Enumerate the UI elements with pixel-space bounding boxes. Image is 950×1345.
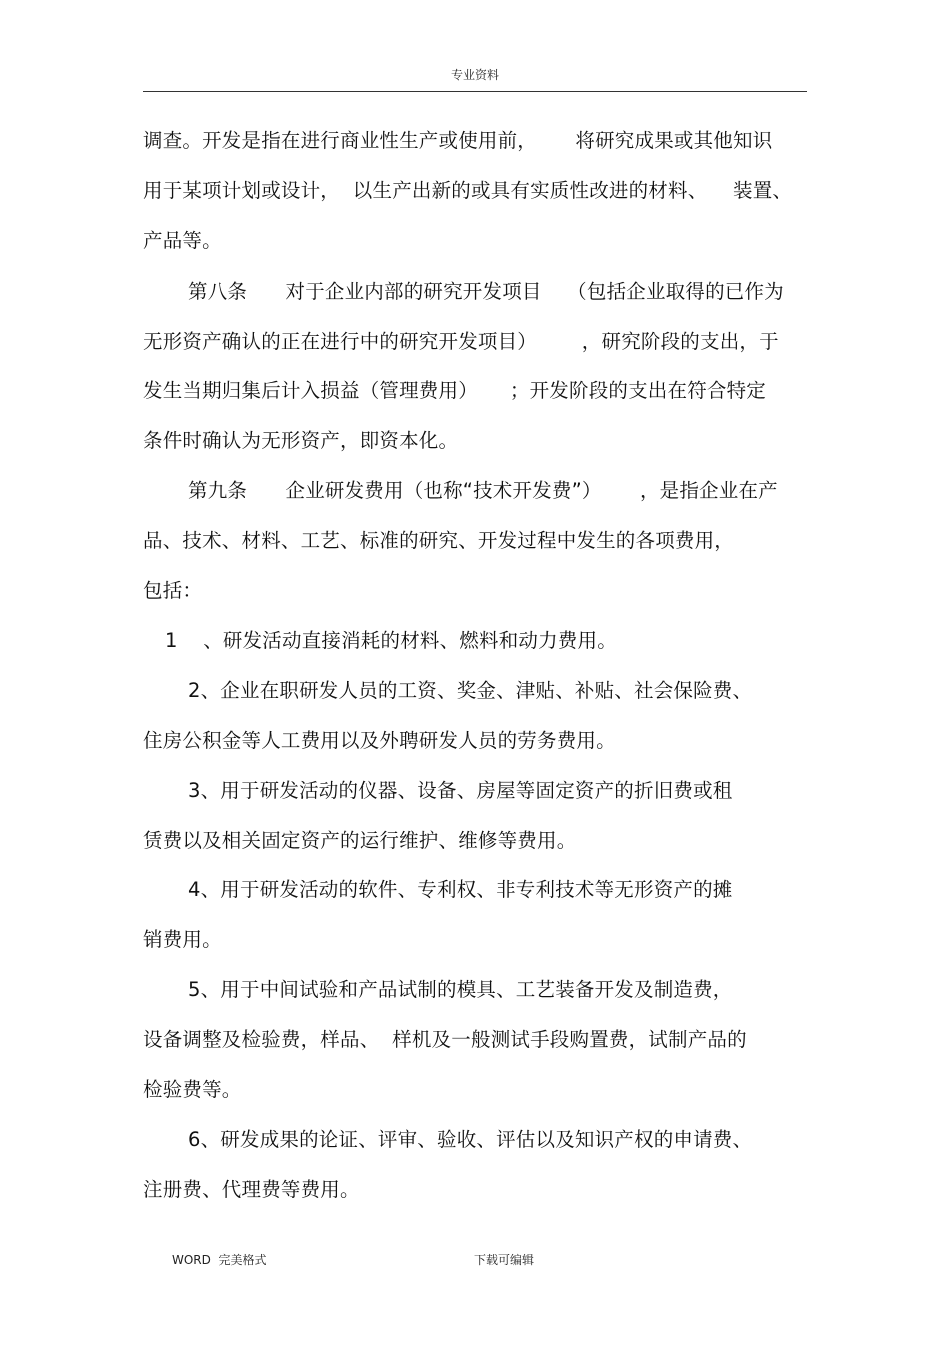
footer-right-text: 下载可编辑 bbox=[474, 1253, 535, 1267]
text-line: 住房公积金等人工费用以及外聘研发人员的劳务费用。 bbox=[143, 729, 616, 752]
text-line: 品、技术、材料、工艺、标准的研究、开发过程中发生的各项费用， bbox=[143, 529, 735, 552]
text-line: 包括： bbox=[143, 579, 203, 602]
article-9-heading-line: 第九条 企业研发费用（也称“技术开发费”） ，是指企业在产 bbox=[188, 479, 778, 502]
footer-left-text: WORD 完美格式 bbox=[172, 1253, 267, 1267]
text-line: 销费用。 bbox=[143, 928, 222, 951]
article-8-heading-line: 第八条 对于企业内部的研究开发项目 （包括企业取得的已作为 bbox=[188, 280, 784, 303]
list-item-6: 6、研发成果的论证、评审、验收、评估以及知识产权的申请费、 bbox=[188, 1128, 753, 1151]
list-item-1: 1 、研发活动直接消耗的材料、燃料和动力费用。 bbox=[165, 629, 617, 652]
text-line: 设备调整及检验费，样品、 样机及一般测试手段购置费，试制产品的 bbox=[143, 1028, 747, 1051]
list-item-5: 5、用于中间试验和产品试制的模具、工艺装备开发及制造费， bbox=[188, 978, 733, 1001]
text-line: 用于某项计划或设计， 以生产出新的或具有实质性改进的材料、 装置、 bbox=[143, 179, 793, 202]
text-line: 无形资产确认的正在进行中的研究开发项目） ，研究阶段的支出，于 bbox=[143, 330, 779, 353]
text-line: 产品等。 bbox=[143, 229, 222, 252]
list-item-3: 3、用于研发活动的仪器、设备、房屋等固定资产的折旧费或租 bbox=[188, 779, 733, 802]
text-line: 条件时确认为无形资产，即资本化。 bbox=[143, 429, 459, 452]
header-divider bbox=[143, 91, 807, 92]
text-line: 注册费、代理费等费用。 bbox=[143, 1178, 360, 1201]
page-header: 专业资料 bbox=[450, 68, 499, 82]
text-line: 发生当期归集后计入损益（管理费用） ；开发阶段的支出在符合特定 bbox=[143, 379, 766, 402]
list-item-2: 2、企业在职研发人员的工资、奖金、津贴、补贴、社会保险费、 bbox=[188, 679, 753, 702]
text-line: 赁费以及相关固定资产的运行维护、维修等费用。 bbox=[143, 829, 577, 852]
text-line: 检验费等。 bbox=[143, 1078, 242, 1101]
text-line: 调查。开发是指在进行商业性生产或使用前， 将研究成果或其他知识 bbox=[143, 129, 773, 152]
list-item-4: 4、用于研发活动的软件、专利权、非专利技术等无形资产的摊 bbox=[188, 878, 733, 901]
